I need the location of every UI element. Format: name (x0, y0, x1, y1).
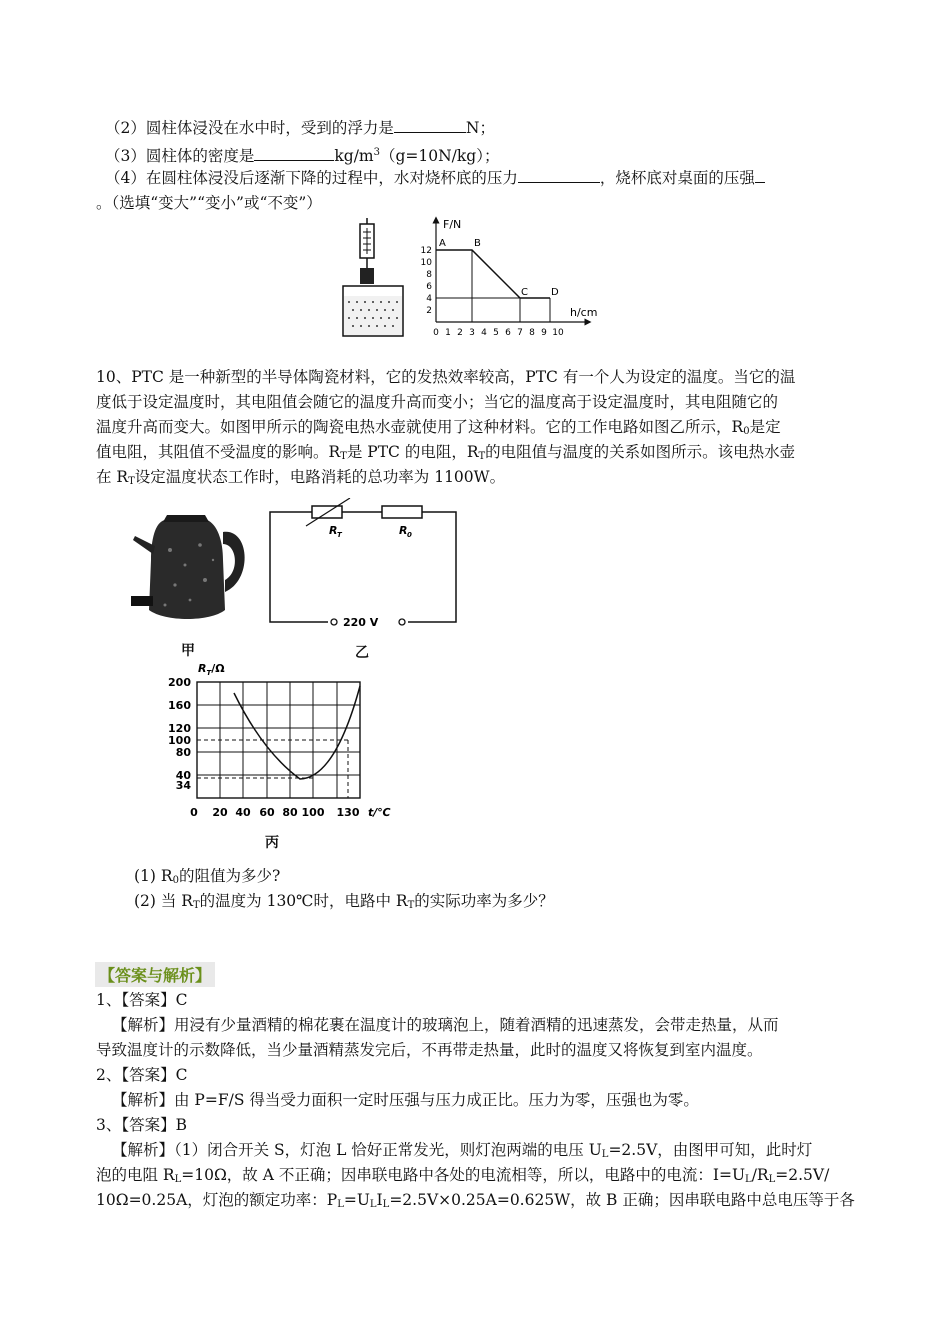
point-label: B (474, 238, 481, 249)
q10-line-1: 10、PTC 是一种新型的半导体陶瓷材料，它的发热效率较高，PTC 有一个人为设定的温度。当它的温 (96, 368, 796, 386)
point-label: A (439, 238, 446, 249)
kettle-figure (125, 510, 260, 630)
svg-text:0: 0 (407, 531, 412, 539)
x-tick: 5 (493, 328, 499, 338)
circuit-diagram (262, 498, 462, 638)
x-axis-label: t/℃ (368, 806, 391, 819)
x-tick: 60 (259, 806, 275, 819)
x-tick: 130 (336, 806, 360, 819)
x-tick: 40 (235, 806, 251, 819)
force-curve (436, 250, 550, 298)
y-axis-label: F/N (443, 218, 462, 231)
explanation-1-line-1: 【解析】用浸有少量酒精的棉花裹在温度计的玻璃泡上，随着酒精的迅速蒸发，会带走热量，从而 (112, 1016, 779, 1034)
answer-blank[interactable] (755, 167, 765, 183)
x-tick: 4 (481, 328, 487, 338)
q10-line-2: 度低于设定温度时，其电阻值会随它的温度升高而变小；当它的温度高于设定温度时，其电阻随它的 (96, 393, 779, 411)
figure-label-jia: 甲 (181, 643, 195, 659)
fixed-resistor (382, 506, 422, 518)
explanation-2: 【解析】由 P=F/S 得当受力面积一定时压强与压力成正比。压力为零，压强也为零。 (112, 1091, 699, 1109)
point-label: D (551, 287, 559, 298)
q10-line-5: 在 $R_T$设定温度状态工作时，电路消耗的总功率为 1100W。 (96, 468, 506, 487)
q9-line-4: （4）在圆柱体浸没后逐渐下降的过程中，水对烧杯底的压力 ，烧杯底对桌面的压强 (105, 167, 765, 189)
x-tick: 6 (505, 328, 511, 338)
q10-line-4: 值电阻，其阻值不受温度的影响。$R_T$是 PTC 的电阻，$R_T$的电阻值与温度的关系如图所示。该电热水壶 (96, 443, 796, 462)
q10-line-3: 温度升高而变大。如图甲所示的陶瓷电热水壶就使用了这种材料。它的工作电路如图乙所示，$R_0$是定 (96, 418, 781, 437)
y-tick: 10 (420, 258, 432, 268)
svg-text:T: T (337, 531, 342, 539)
svg-text:R: R (399, 524, 408, 537)
y-tick: 6 (426, 282, 432, 292)
x-tick: 8 (529, 328, 535, 338)
resistance-temperature-graph (160, 656, 400, 826)
x-tick: 100 (301, 806, 325, 819)
x-tick: 9 (541, 328, 547, 338)
spring-scale-beaker-figure (335, 218, 415, 343)
explanation-3-line-1: 【解析】（1）闭合开关 S，灯泡 L 恰好正常发光，则灯泡两端的电压 $U_L=2.5V$，由图甲可知，此时灯 (112, 1141, 813, 1160)
answer-blank[interactable] (254, 145, 334, 161)
y-tick: 2 (426, 306, 432, 316)
q10-sub-question-2: (2) 当 $R_T$的温度为 130℃时，电路中 $R_T$的实际功率为多少？ (134, 892, 554, 911)
x-tick: 1 (445, 328, 451, 338)
answer-blank[interactable] (518, 167, 600, 183)
x-tick: 0 (433, 328, 439, 338)
y-tick: 160 (168, 699, 191, 712)
force-depth-graph (418, 212, 618, 347)
y-tick: 4 (426, 294, 432, 304)
answer-3: 3、【答案】B (96, 1116, 188, 1134)
q10-sub-question-1: (1) $R_0$的阻值为多少? (134, 867, 281, 886)
x-tick: 3 (469, 328, 475, 338)
answer-1: 1、【答案】C (96, 991, 188, 1009)
resistance-curve (234, 686, 360, 779)
x-tick: 10 (552, 328, 564, 338)
figure-label-bing: 丙 (265, 835, 279, 851)
q9-line-3: （3）圆柱体的密度是 $kg/m^3(g=10N/kg)$； (105, 147, 500, 166)
answer-2: 2、【答案】C (96, 1066, 188, 1084)
voltage-label: 220 V (343, 616, 379, 629)
explanation-3-line-2: 泡的电阻 $R_L=10\Omega$，故 A 不正确；因串联电路中各处的电流相等，所以，电路中的电流：$I=U_L/R_L=2.5V/$ (96, 1166, 830, 1185)
y-tick: 80 (175, 746, 191, 759)
answer-blank[interactable] (394, 117, 466, 133)
x-tick: 80 (282, 806, 298, 819)
y-axis-label: $R_T/\Omega$ (198, 662, 225, 677)
explanation-3-line-3: 10Ω=0.25A，灯泡的额定功率：$P_L=U_LI_L=2.5V\times 0.25A=0.625W$，故 B 正确；因串联电路中总电压等于各 (96, 1191, 855, 1210)
explanation-1-line-2: 导致温度计的示数降低，当少量酒精蒸发完后，不再带走热量，此时的温度又将恢复到室内温度。 (96, 1041, 763, 1059)
x-axis-label: h/cm (570, 306, 598, 319)
y-tick: 40 (175, 769, 191, 782)
svg-text:R: R (329, 524, 338, 537)
y-tick: 100 (168, 734, 191, 747)
y-tick: 34 (175, 779, 191, 792)
y-tick: 8 (426, 270, 432, 280)
figure-label-yi: 乙 (355, 645, 369, 661)
y-tick: 200 (168, 676, 191, 689)
point-label: C (521, 287, 528, 298)
answers-header: 【答案与解析】 (95, 962, 215, 987)
x-tick: 20 (212, 806, 228, 819)
y-tick: 12 (420, 246, 432, 256)
x-tick: 7 (517, 328, 523, 338)
q9-line-5: 。（选填“变大”“变小”或“不变”） (96, 194, 322, 212)
x-tick: 2 (457, 328, 463, 338)
q9-line-2: （2）圆柱体浸没在水中时，受到的浮力是 N； (105, 119, 495, 137)
x-tick: 0 (190, 806, 198, 819)
y-tick: 120 (168, 722, 191, 735)
